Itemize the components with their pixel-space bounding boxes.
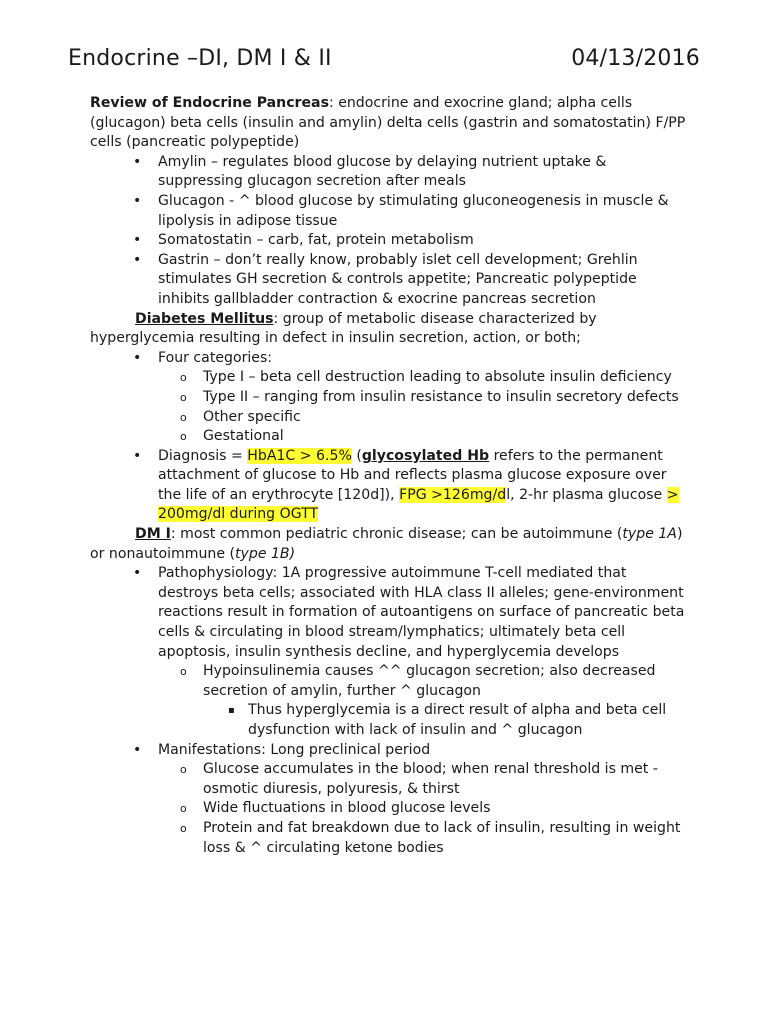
bullet-marker: • <box>133 251 142 268</box>
sub-list-item <box>90 662 690 701</box>
list-item <box>90 251 690 310</box>
sub-list-item <box>90 819 690 858</box>
page-header <box>68 46 700 80</box>
bullet-marker: • <box>133 349 142 366</box>
review-text: : endocrine and exocrine gland; alpha cells (glucagon) beta cells (insulin and amylin) delta cells (gastrin and somatostatin) F/PP cells (pancreatic polypeptide) <box>90 95 686 151</box>
circle-marker: o <box>180 802 187 816</box>
page-date: 04/13/2016 <box>571 46 700 71</box>
diagnosis-text: ( <box>351 447 362 464</box>
dm-text: : group of metabolic disease characterized by hyperglycemia resulting in defect in insulin secretion, action, or both; <box>90 310 597 347</box>
list-item-diagnosis <box>90 447 690 525</box>
highlight-hba1c: HbA1C > 6.5% <box>247 447 352 464</box>
list-item-text: Somatostatin – carb, fat, protein metabolism <box>158 232 474 249</box>
highlight-fpg: FPG >126mg/d <box>399 486 507 503</box>
bullet-marker: • <box>133 153 142 170</box>
sub-list-item <box>90 799 690 819</box>
list-item <box>90 192 690 231</box>
list-item-text: Wide fluctuations in blood glucose levels <box>203 800 491 817</box>
list-item-text: Pathophysiology: 1A progressive autoimmune T-cell mediated that destroys beta cells; associated with HLA class II alleles; gene-environment reactions result in formation of autoantigens on surface of pancreatic beta cells & circulating in blood stream/lymphatics; ultimately beta cell apoptosis, insulin synthesis decline, and hyperglycemia develops <box>158 565 685 660</box>
list-item-text: Gestational <box>203 428 284 445</box>
glycosylated-hb-term: glycosylated Hb <box>361 447 490 464</box>
sub-list-item <box>90 388 690 408</box>
bullet-marker: • <box>133 447 142 464</box>
list-item-text: Other specific <box>203 408 301 425</box>
circle-marker: o <box>180 430 187 444</box>
list-item-text: Type I – beta cell destruction leading to absolute insulin deficiency <box>203 369 672 386</box>
list-item-text: Four categories: <box>158 349 273 366</box>
dm1-text: : most common pediatric chronic disease; can be autoimmune ( <box>170 526 623 543</box>
circle-marker: o <box>180 665 187 679</box>
bullet-marker: • <box>133 192 142 209</box>
review-paragraph <box>90 94 690 153</box>
type-1a-label: type 1A <box>622 526 677 543</box>
bullet-marker: • <box>133 232 142 249</box>
dm-paragraph <box>90 310 690 349</box>
bullet-marker: • <box>133 741 142 758</box>
sub-list-item <box>90 368 690 388</box>
list-item <box>90 231 690 251</box>
dm1-paragraph <box>90 525 690 564</box>
dm1-text: ) or nonautoimmune ( <box>90 526 683 562</box>
sub-list-item <box>90 427 690 447</box>
dm1-bullet-list <box>90 564 690 858</box>
circle-marker: o <box>180 763 187 777</box>
diagnosis-text: l, 2-hr plasma glucose <box>506 486 667 503</box>
sub-sub-list-item <box>90 701 690 740</box>
square-marker: ▪ <box>228 705 235 717</box>
review-bullet-list <box>90 153 690 310</box>
list-item-text: Amylin – regulates blood glucose by delaying nutrient uptake & suppressing glucagon secretion after meals <box>158 153 607 190</box>
list-item-text: Hypoinsulinemia causes ^^ glucagon secretion; also decreased secretion of amylin, further ^ glucagon <box>203 663 656 699</box>
sub-list-item <box>90 760 690 799</box>
dm-bullet-list <box>90 349 690 525</box>
list-item-text: Glucagon - ^ blood glucose by stimulating gluconeogenesis in muscle & lipolysis in adipose tissue <box>158 192 669 229</box>
page-title: Endocrine –DI, DM I & II <box>68 46 332 71</box>
list-item-text: Glucose accumulates in the blood; when renal threshold is met - osmotic diuresis, polyuresis, & thirst <box>203 761 658 797</box>
type-1b-label: type 1B) <box>235 545 296 562</box>
highlight-ogtt: > 200mg/dl during OGTT <box>158 486 679 523</box>
dm1-heading: DM I <box>135 526 171 543</box>
circle-marker: o <box>180 821 187 835</box>
list-item-text: Gastrin – don’t really know, probably islet cell development; Grehlin stimulates GH secretion & controls appetite; Pancreatic polypeptide inhibits gallbladder contraction & exocrine pancreas secretion <box>158 251 638 307</box>
list-item <box>90 349 690 369</box>
list-item <box>90 741 690 761</box>
review-heading: Review of Endocrine Pancreas <box>90 95 329 111</box>
circle-marker: o <box>180 371 187 385</box>
diagnosis-text: Diagnosis = <box>158 447 248 464</box>
bullet-marker: • <box>133 565 142 582</box>
list-item-text: Protein and fat breakdown due to lack of insulin, resulting in weight loss & ^ circulating ketone bodies <box>203 819 681 856</box>
diagnosis-text: refers to the permanent attachment of glucose to Hb and reflects plasma glucose exposure over the life of an erythrocyte [120d]), <box>158 447 667 503</box>
dm-heading: Diabetes Mellitus <box>135 310 274 327</box>
list-item-text: Manifestations: Long preclinical period <box>158 741 431 758</box>
circle-marker: o <box>180 410 187 424</box>
list-item <box>90 564 690 662</box>
list-item <box>90 153 690 192</box>
circle-marker: o <box>180 390 187 404</box>
list-item-text: Type II – ranging from insulin resistance to insulin secretory defects <box>203 388 679 405</box>
notes-body <box>90 94 690 858</box>
sub-list-item <box>90 408 690 428</box>
list-item-text: Thus hyperglycemia is a direct result of alpha and beta cell dysfunction with lack of insulin and ^ glucagon <box>248 702 667 738</box>
